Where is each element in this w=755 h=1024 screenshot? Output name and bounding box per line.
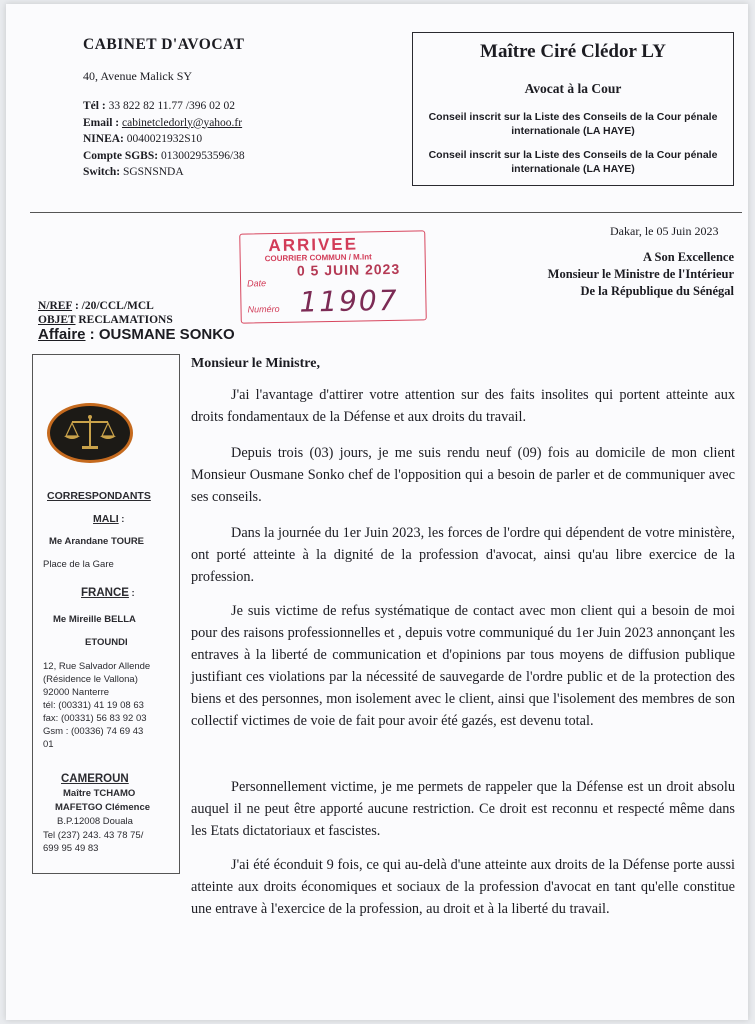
cabinet-contact [83,98,245,181]
letter-date: Dakar, le 05 Juin 2023 [610,224,719,238]
affaire-line: Affaire : OUSMANE SONKO [38,326,235,343]
email-link[interactable]: cabinetcledorly@yahoo.fr [121,116,243,129]
paragraph: Personnellement victime, je me permets de rappeler que la Défense est un droit absolu auquel il ne peut être apporté aucune restriction. Ce droit est reconnu et respecté même dans les Etats dictatoriaux et fascistes. [191,779,735,839]
header-divider [30,212,742,213]
lawyer-name: Maître Ciré Clédor LY [480,41,666,62]
recipient-line: De la République du Sénégal [580,284,734,298]
email-line: Email : cabinetcledorly@yahoo.fr [83,116,243,129]
paragraph: J'ai été éconduit 9 fois, ce qui au-delà d'une atteinte aux droits de la Défense porte aussi atteinte aux droits économiques et sociaux de la profession d'avocat en tant qu'elle constitue une entrave à l'exercice de la profession, au droit et à la liberté du travail. [191,857,735,917]
lawyer-note-1: Conseil inscrit sur la Liste des Conseils de la Cour pénale internationale (LA HAYE) [428,111,718,137]
stamp-number: 11907 [299,283,399,319]
objet-line: OBJET RECLAMATIONS [38,314,173,326]
paragraph: Depuis trois (03) jours, je me suis rendu neuf (09) fois au domicile de mon client Monsieur Ousmane Sonko chef de l'opposition qui a besoin de parler et de communiquer avec ses conseils. [191,445,735,505]
paragraph: J'ai l'avantage d'attirer votre attention sur des faits insolites qui portent atteinte aux droits fondamentaux de la Défense et aux droits du travail. [191,387,735,425]
cameroun-label: CAMEROUN [61,773,129,785]
paragraph: Dans la journée du 1er Juin 2023, les forces de l'ordre qui dépendent de votre ministère, ont porté atteinte à la dignité de la profession d'avocat, ainsi qu'au libre exercice de la profession. [191,525,735,585]
nref-line: N/REF : /20/CCL/MCL [38,300,154,312]
cameroun-name: Maître TCHAMO [63,788,136,799]
mali-name: Me Arandane TOURE [49,536,145,547]
correspondents-sidebar [32,354,180,874]
lawyer-note-2: Conseil inscrit sur la Liste des Conseils de la Cour pénale internationale (LA HAYE) [428,149,718,175]
stamp-date-label: Date [247,278,267,289]
cabinet-title: CABINET D'AVOCAT [83,36,245,53]
lawyer-box [412,32,734,186]
paragraph: Je suis victime de refus systématique de contact avec mon client qui a besoin de moi pour des raisons professionnelles et , depuis votre communiqué du 1er Juin 2023 annonçant les entraves à la liberté de communication et d'opinions par tous moyens de diffusion publique justifiant ces violations par la nécessité de sauvegarde de l'ordre public et de la protection des biens et des personnes, mon isolement avec le client, ainsi que l'isolement des membres de son collectif victimes de voie de fait pour avoir été gazés, est devenu total. [191,603,735,729]
cameroun-address: B.P.12008 Douala [57,816,133,827]
switch-line: Switch: SGSNSNDA [83,166,184,178]
tel-line: Tél : 33 822 82 11.77 /396 02 02 [83,100,235,112]
recipient-block [470,249,734,300]
scales-of-justice-icon [47,403,133,463]
reference-block [38,299,173,327]
cameroun-tel: 699 95 49 83 [43,843,99,854]
arrival-stamp [239,230,427,323]
sgbs-line: Compte SGBS: 013002953596/38 [83,149,245,162]
france-name: Me Mireille BELLA [53,614,136,625]
recipient-line: Monsieur le Ministre de l'Intérieur [547,267,734,281]
france-address: 12, Rue Salvador Allende (Résidence le Vallona) 92000 Nanterre tél: (00331) 41 19 08 63 fax: (00331) 56 83 92 03 Gsm : (00336) 74 69 43 01 [43,661,151,750]
stamp-heading: ARRIVEE [268,234,359,256]
cabinet-address: 40, Avenue Malick SY [83,69,193,83]
sidebar-heading: CORRESPONDANTS [47,490,151,502]
stamp-sub: COURRIER COMMUN / M.Int [264,252,372,264]
mali-address: Place de la Gare [43,559,114,570]
lawyer-title: Avocat à la Cour [524,81,622,96]
france-label: FRANCE : [81,587,135,599]
mali-label: MALI : [93,513,125,525]
salutation: Monsieur le Ministre, [191,356,320,371]
recipient-line: A Son Excellence [643,250,734,264]
cameroun-name: MAFETGO Clémence [55,802,151,813]
stamp-date: 0 5 JUIN 2023 [296,260,401,279]
cameroun-tel: Tel (237) 243. 43 78 75/ [43,830,144,841]
ninea-line: NINEA: 0040021932S10 [83,133,203,145]
france-name: ETOUNDI [85,637,128,648]
stamp-number-label: Numéro [247,303,280,315]
